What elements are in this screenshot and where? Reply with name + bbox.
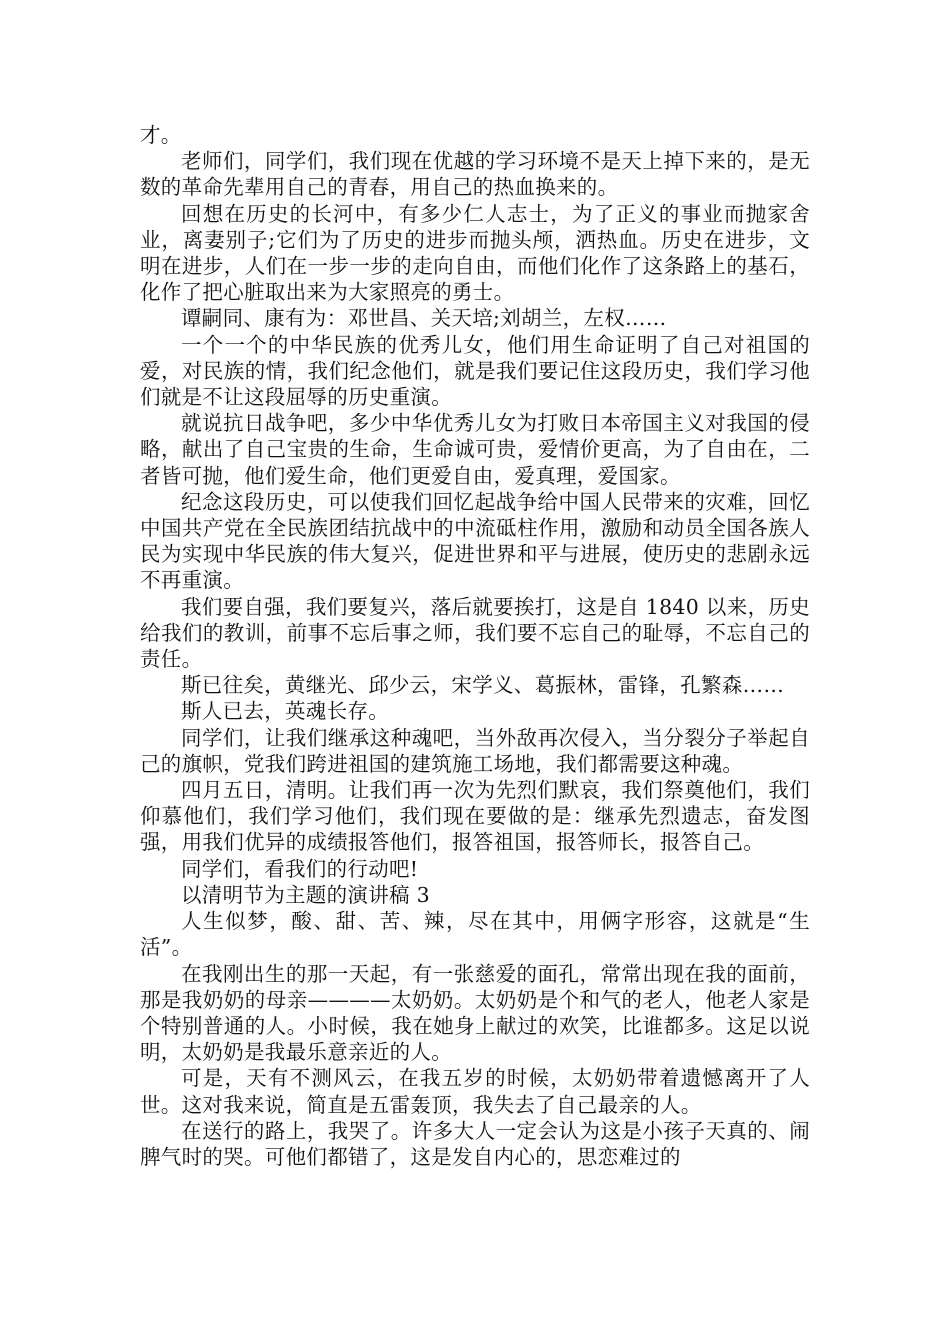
paragraph: 一个一个的中华民族的优秀儿女，他们用生命证明了自己对祖国的爱，对民族的情，我们纪念他们，就是我们要记住这段历史，我们学习他们就是不让这段屈辱的历史重演。 xyxy=(140,332,810,410)
paragraph: 才。 xyxy=(140,123,182,147)
paragraph: 同学们，让我们继承这种魂吧，当外敌再次侵入，当分裂分子举起自己的旗帜，党我们跨进祖国的建筑施工场地，我们都需要这种魂。 xyxy=(140,725,810,776)
paragraph: 就说抗日战争吧，多少中华优秀儿女为打败日本帝国主义对我国的侵略，献出了自己宝贵的生命，生命诚可贵，爱情价更高，为了自由在，二者皆可抛，他们爱生命，他们更爱自由，爱真理，爱国家。 xyxy=(140,411,810,488)
document-body xyxy=(140,122,810,1170)
paragraph: 在我刚出生的那一天起，有一张慈爱的面孔，常常出现在我的面前，那是我奶奶的母亲————太奶奶。太奶奶是个和气的老人，他老人家是个特别普通的人。小时候，我在她身上献过的欢笑，比谁都多。这足以说明，太奶奶是我最乐意亲近的人。 xyxy=(140,961,810,1065)
paragraph: 在送行的路上，我哭了。许多大人一定会认为这是小孩子天真的、闹脾气时的哭。可他们都错了，这是发自内心的，思恋难过的 xyxy=(140,1118,810,1169)
paragraph: 纪念这段历史，可以使我们回忆起战争给中国人民带来的灾难，回忆中国共产党在全民族团结抗战中的中流砥柱作用，激励和动员全国各族人民为实现中华民族的伟大复兴，促进世界和平与进展，使历史的悲剧永远不再重演。 xyxy=(140,489,810,593)
paragraph: 我们要自强，我们要复兴，落后就要挨打，这是自 1840 以来，历史给我们的教训，前事不忘后事之师，我们要不忘自己的耻辱，不忘自己的责任。 xyxy=(140,594,810,672)
paragraph: 四月五日，清明。让我们再一次为先烈们默哀，我们祭奠他们，我们仰慕他们，我们学习他们，我们现在要做的是：继承先烈遗志，奋发图强，用我们优异的成绩报答他们，报答祖国，报答师长，报答自己。 xyxy=(140,778,810,855)
paragraph: 老师们，同学们，我们现在优越的学习环境不是天上掉下来的，是无数的革命先辈用自己的青春，用自己的热血换来的。 xyxy=(140,149,810,200)
paragraph: 谭嗣同、康有为：邓世昌、关天培;刘胡兰，左权…… xyxy=(181,306,667,331)
paragraph: 可是，天有不测风云，在我五岁的时候，太奶奶带着遗憾离开了人世。这对我来说，简直是五雷轰顶，我失去了自己最亲的人。 xyxy=(140,1066,810,1117)
paragraph: 斯人已去，英魂长存。 xyxy=(181,699,389,724)
paragraph: 同学们，看我们的行动吧! xyxy=(181,856,419,881)
paragraph: 斯已往矣，黄继光、邱少云，宋学义、葛振林，雷锋，孔繁森…… xyxy=(181,673,785,698)
section-heading: 以清明节为主题的演讲稿 3 xyxy=(181,882,430,907)
paragraph: 人生似梦，酸、甜、苦、辣，尽在其中，用俩字形容，这就是“生活”。 xyxy=(140,909,810,960)
paragraph: 回想在历史的长河中，有多少仁人志士，为了正义的事业而抛家舍业，离妻别子;它们为了历史的进步而抛头颅，洒热血。历史在进步，文明在进步，人们在一步一步的走向自由，而他们化作了这条路上的基石，化作了把心脏取出来为大家照亮的勇士。 xyxy=(140,201,810,305)
